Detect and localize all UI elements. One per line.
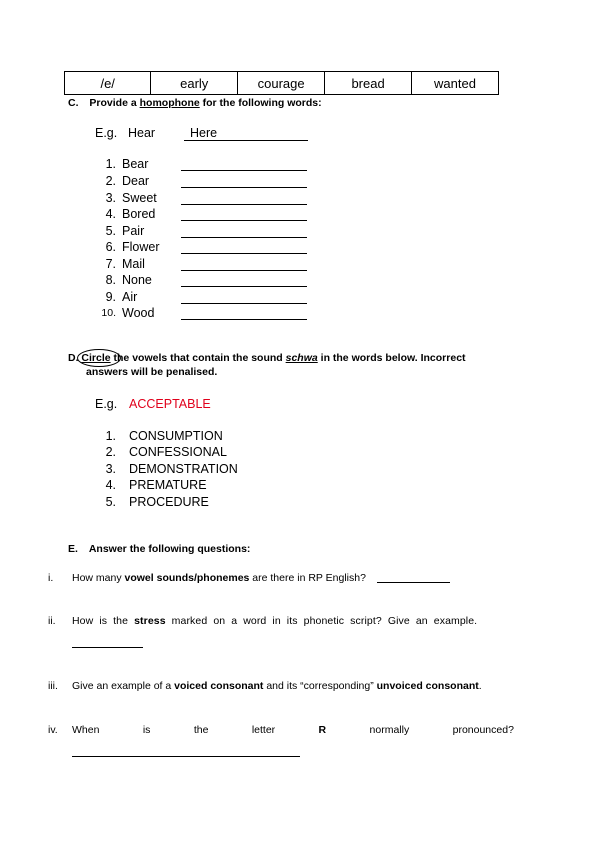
answer-line[interactable] — [72, 756, 300, 757]
text-word: letter — [251, 724, 276, 736]
keyword-schwa: schwa — [285, 352, 318, 364]
answer-line[interactable] — [72, 647, 143, 648]
item-number: 2. — [105, 174, 116, 188]
answer-line[interactable] — [181, 303, 307, 304]
item-word[interactable]: PROCEDURE — [129, 495, 209, 509]
circle-word-wrap — [81, 352, 110, 364]
answer-line[interactable] — [181, 253, 307, 254]
question-number: i. — [48, 572, 54, 584]
table-row — [65, 72, 499, 95]
text-word: When — [72, 724, 100, 736]
section-label: D. — [68, 352, 79, 364]
item-number: 7. — [105, 257, 116, 271]
item-number: 4. — [105, 207, 116, 221]
example-word-acceptable — [129, 397, 211, 411]
list-item — [98, 289, 188, 305]
text-word: is — [142, 724, 151, 736]
text-part: Give an example of a — [72, 680, 175, 692]
section-c-heading — [68, 97, 322, 109]
item-number: 3. — [105, 462, 116, 476]
list-item — [98, 428, 348, 444]
section-text: Provide a — [89, 97, 140, 109]
item-word: None — [122, 273, 152, 287]
answer-line[interactable] — [377, 582, 450, 583]
item-number: 1. — [105, 429, 116, 443]
list-item — [98, 461, 348, 477]
section-label: C. — [68, 97, 79, 109]
answer-line[interactable] — [181, 286, 307, 287]
section-text: for the following words: — [199, 97, 322, 109]
item-word: Sweet — [122, 191, 157, 205]
list-item — [98, 272, 188, 288]
keyword-circle: Circle — [81, 352, 111, 364]
section-label: E. — [68, 543, 78, 555]
answer-line[interactable] — [181, 237, 307, 238]
text-part: marked on a word in its phonetic script? Give an example. — [165, 615, 478, 627]
question-number: ii. — [48, 615, 56, 627]
item-number: 4. — [105, 478, 116, 492]
word-part: BLE — [187, 397, 211, 411]
table-cell: wanted — [411, 72, 498, 95]
text-word: normally — [369, 724, 410, 736]
example-answer-line — [184, 140, 308, 141]
item-number: 3. — [105, 191, 116, 205]
question-text — [72, 680, 482, 692]
word-part-highlight: A — [129, 397, 138, 411]
text-part: are there in RP English? — [249, 572, 366, 584]
item-word[interactable]: PREMATURE — [129, 478, 207, 492]
question-number: iv. — [48, 724, 58, 736]
text-word: the — [193, 724, 209, 736]
item-word: Dear — [122, 174, 150, 188]
item-word: Flower — [122, 240, 160, 254]
answer-line[interactable] — [181, 204, 307, 205]
question-number: iii. — [48, 680, 58, 692]
section-e-heading — [68, 543, 250, 555]
item-word: Wood — [122, 306, 155, 320]
list-item — [98, 305, 188, 321]
section-d-heading — [68, 352, 508, 364]
word-part-highlight: A — [178, 397, 188, 411]
item-word[interactable]: CONFESSIONAL — [129, 445, 227, 459]
list-item — [98, 477, 348, 493]
table-cell: bread — [325, 72, 412, 95]
item-number: 10. — [101, 307, 116, 319]
list-item — [98, 206, 188, 222]
table-cell: /e/ — [65, 72, 151, 95]
item-word: Pair — [122, 224, 145, 238]
answer-line[interactable] — [181, 170, 307, 171]
text-part: How is the — [72, 615, 135, 627]
text-bold: voiced consonant — [174, 680, 264, 692]
item-number: 1. — [105, 157, 116, 171]
example-answer: Here — [190, 126, 218, 140]
word-part: C — [137, 397, 147, 411]
list-item — [98, 190, 188, 206]
text-bold: unvoiced consonant — [376, 680, 479, 692]
list-item — [98, 156, 188, 172]
item-number: 9. — [105, 290, 116, 304]
list-item — [98, 239, 188, 255]
list-item — [98, 223, 188, 239]
answer-line[interactable] — [181, 319, 307, 320]
table-cell: early — [151, 72, 238, 95]
list-item — [98, 494, 348, 510]
text-word: pronounced? — [452, 724, 514, 736]
question-text — [72, 572, 366, 584]
section-text-line2: answers will be penalised. — [86, 366, 218, 378]
item-number: 8. — [105, 273, 116, 287]
item-word[interactable]: CONSUMPTION — [129, 429, 223, 443]
section-text: the vowels that contain the sound — [110, 352, 286, 364]
word-part: CEPT — [146, 397, 179, 411]
list-item — [98, 444, 348, 460]
table-cell: courage — [238, 72, 325, 95]
sound-table — [64, 71, 499, 95]
answer-line[interactable] — [181, 220, 307, 221]
question-text — [72, 724, 514, 736]
section-title: Answer the following questions: — [88, 543, 251, 555]
item-number: 6. — [105, 240, 116, 254]
example-prefix: E.g. — [95, 126, 118, 140]
text-bold: R — [318, 724, 327, 736]
item-word: Air — [122, 290, 138, 304]
section-text: in the words below. Incorrect — [317, 352, 466, 364]
item-word[interactable]: DEMONSTRATION — [129, 462, 238, 476]
keyword-homophone: homophone — [139, 97, 200, 109]
example-prefix: E.g. — [95, 397, 118, 411]
text-bold: vowel sounds/phonemes — [124, 572, 250, 584]
list-item — [98, 173, 188, 189]
item-number: 5. — [105, 224, 116, 238]
answer-line[interactable] — [181, 270, 307, 271]
item-word: Mail — [122, 257, 145, 271]
answer-line[interactable] — [181, 187, 307, 188]
list-item — [98, 256, 188, 272]
text-part: and its “corresponding” — [263, 680, 377, 692]
item-number: 5. — [105, 495, 116, 509]
text-part: How many — [72, 572, 125, 584]
text-part: . — [478, 680, 482, 692]
question-text — [72, 615, 518, 627]
item-word: Bored — [122, 207, 156, 221]
text-bold: stress — [134, 615, 166, 627]
example-c — [95, 126, 117, 140]
circle-annotation — [77, 349, 121, 367]
item-word: Bear — [122, 157, 149, 171]
item-number: 2. — [105, 445, 116, 459]
example-word: Hear — [128, 126, 156, 140]
